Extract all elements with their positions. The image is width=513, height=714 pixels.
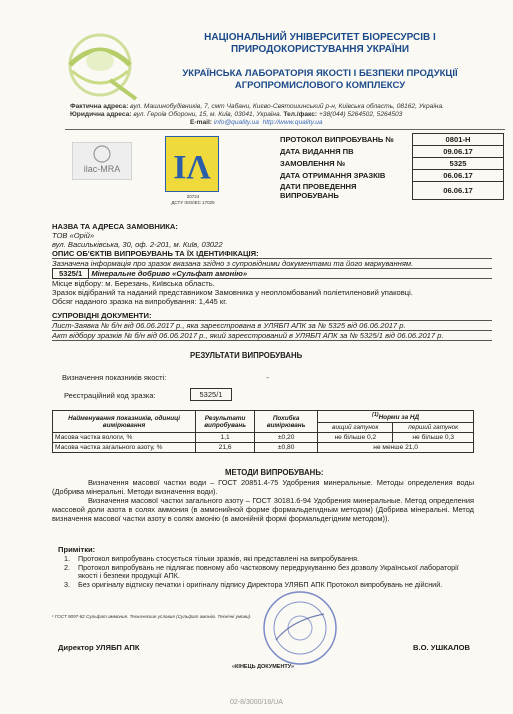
table-row: Масова частка вологи, % 1,1 ±0,20 не більше 0,2 не більше 0,3 bbox=[53, 433, 474, 443]
table-row: Масова частка загального азоту, % 21,6 ±0,80 не менше 21,0 bbox=[53, 443, 474, 453]
accreditation-number: 20724 ДСТУ ISO/IEC 17025 bbox=[171, 194, 215, 205]
notes-title: Примітки: bbox=[58, 545, 96, 554]
results-table bbox=[52, 410, 474, 453]
protocol-label: ДАТА ОТРИМАННЯ ЗРАЗКІВ bbox=[280, 171, 386, 180]
sample-code-box: 5325/1 bbox=[52, 268, 89, 279]
laboratory-name: УКРАЇНСЬКА ЛАБОРАТОРІЯ ЯКОСТІ І БЕЗПЕКИ ПРОДУКЦІЇ АГРОПРОМИСЛОВОГО КОМПЛЕКСУ bbox=[182, 68, 458, 91]
registration-code-label: Реєстраційний код зразка: bbox=[64, 391, 156, 400]
col-grade-first: перший гатунок bbox=[393, 423, 474, 433]
website-link[interactable]: http://www.quality.ua bbox=[262, 119, 323, 126]
protocol-row bbox=[276, 182, 504, 200]
address-block: Фактична адреса: вул. Машинобудівників, 7, смт Чабани, Києво-Святошинський р-н, Київська область, 08162, Україна. Юридична адреса: вул. Героїв Оборони, 15, м. Київ, 03041, Україна. Тел./факс: +38(044) 5264502, 5264503 E-mail: info@quality.ua http://www.quality.ua bbox=[70, 103, 444, 126]
section-title: НАЗВА ТА АДРЕСА ЗАМОВНИКА: bbox=[52, 222, 178, 231]
svg-text:ΙΛ: ΙΛ bbox=[173, 149, 211, 186]
director-title: Директор УЛЯБП АПК bbox=[58, 643, 140, 652]
end-of-document: «КІНЕЦЬ ДОКУМЕНТУ» bbox=[232, 664, 295, 670]
object-section: ОПИС ОБ'ЄКТІВ ВИПРОБУВАНЬ ТА ЇХ ІДЕНТИФІКАЦІЯ: Зазначена інформація про зразок вказана згідно з супровідними документами та його маркуванням. 5325/1 Мінеральне добриво «Сульфат амонію» Місце відбору: м. Березань, Київська область. Зразок відібраний та наданий представником Замовника у неопломбований поліетиленовий упаковці. Обсяг наданого зразка на випробування: 1,445 кг. bbox=[52, 249, 492, 306]
official-stamp bbox=[262, 590, 338, 666]
col-norm: $^{(1)}$Норми за НД bbox=[318, 411, 474, 423]
protocol-label: ДАТИ ПРОВЕДЕННЯ ВИПРОБУВАНЬ bbox=[280, 181, 357, 200]
serial-number: 02-8/3000/16/UA bbox=[230, 699, 283, 706]
protocol-row bbox=[276, 170, 504, 182]
methods-title: МЕТОДИ ВИПРОБУВАНЬ: bbox=[225, 468, 324, 477]
protocol-label: ПРОТОКОЛ ВИПРОБУВАНЬ № bbox=[280, 135, 394, 144]
director-name: В.О. УШКАЛОВ bbox=[413, 643, 471, 652]
protocol-value: 09.06.17 bbox=[413, 146, 504, 158]
protocol-value: 5325 bbox=[413, 158, 504, 170]
list-item: 3. Без оригіналу відтиску печатки і оригіналу підпису Директора УЛЯБП АПК Протокол випробувань не дійсний. bbox=[64, 579, 443, 589]
protocol-label: ЗАМОВЛЕННЯ № bbox=[280, 159, 346, 168]
protocol-row bbox=[276, 158, 504, 170]
university-name: НАЦІОНАЛЬНИЙ УНІВЕРСИТЕТ БІОРЕСУРСІВ І ПРИРОДОКОРИСТУВАННЯ УКРАЇНИ bbox=[204, 32, 436, 55]
accreditation-logo bbox=[165, 136, 219, 192]
col-grade-high: вищий гатунок bbox=[318, 423, 393, 433]
notes-list bbox=[64, 555, 474, 589]
protocol-label: ДАТА ВИДАННЯ ПВ bbox=[280, 147, 354, 156]
col-name: Найменування показників, одиниці вимірювання bbox=[53, 411, 196, 433]
results-title: РЕЗУЛЬТАТИ ВИПРОБУВАНЬ bbox=[190, 351, 303, 360]
protocol-value: 06.06.17 bbox=[413, 170, 504, 182]
header-divider bbox=[65, 129, 505, 130]
protocol-row bbox=[276, 134, 504, 146]
protocol-value: 0801-Н bbox=[413, 134, 504, 146]
registration-code-value: 5325/1 bbox=[190, 388, 232, 401]
col-error: Похибка вимірювань bbox=[255, 411, 318, 433]
customer-section: НАЗВА ТА АДРЕСА ЗАМОВНИКА: ТОВ «Орій» вул. Васильківська, 30, оф. 2-201, м. Київ, 03022 bbox=[52, 222, 223, 249]
svg-text:ilac-MRA: ilac-MRA bbox=[83, 164, 121, 174]
protocol-row bbox=[276, 146, 504, 158]
protocol-info-table bbox=[276, 133, 504, 200]
indicators-label: Визначення показників якості: - bbox=[62, 373, 269, 382]
list-item: 2. Протокол випробувань не підлягає повному або частковому передрукуванню без дозволу Української лабораторії якості і безпеки продукції АПК. bbox=[64, 562, 459, 581]
footnote: ¹ ГОСТ 9097-82 Сульфат аммония. Технические условия (Сульфат амонію. Технічні умови). bbox=[52, 614, 252, 619]
university-logo bbox=[50, 25, 150, 105]
ilac-mra-logo bbox=[72, 142, 132, 180]
protocol-value: 06.06.17 bbox=[413, 182, 504, 200]
col-result: Результати випробувань bbox=[196, 411, 255, 433]
methods-text: Визначення масової частки води – ГОСТ 20851.4-75 Удобрения минеральные. Методы определения воды (Добрива мінеральні. Методи визначення води). Визначення масової частки загального азоту – ГОСТ 30181.6-94 Удобрения минеральные. Метод определения массовой доли азота в солях аммония (в аммонийной форме формальдегидным методом) (Добрива мінеральні. Метод визначення масової частки азоту в солях амонію (в амонійній формі формальдегідним методом)). bbox=[52, 478, 474, 523]
documents-section: СУПРОВІДНІ ДОКУМЕНТИ: Лист-Заявка № б/н від 06.06.2017 р., яка зареєстрована в УЛЯБП АПК за № 5325 від 06.06.2017 р. Акт відбору зразків № б/н від 06.06.2017 р., який зареєстрований в УЛЯБП АПК за № 5325/1 від 06.06.2017 р. bbox=[52, 311, 492, 341]
list-item: 1. Протокол випробувань стосується тільки зразків, які представлені на випробування. bbox=[64, 554, 359, 563]
